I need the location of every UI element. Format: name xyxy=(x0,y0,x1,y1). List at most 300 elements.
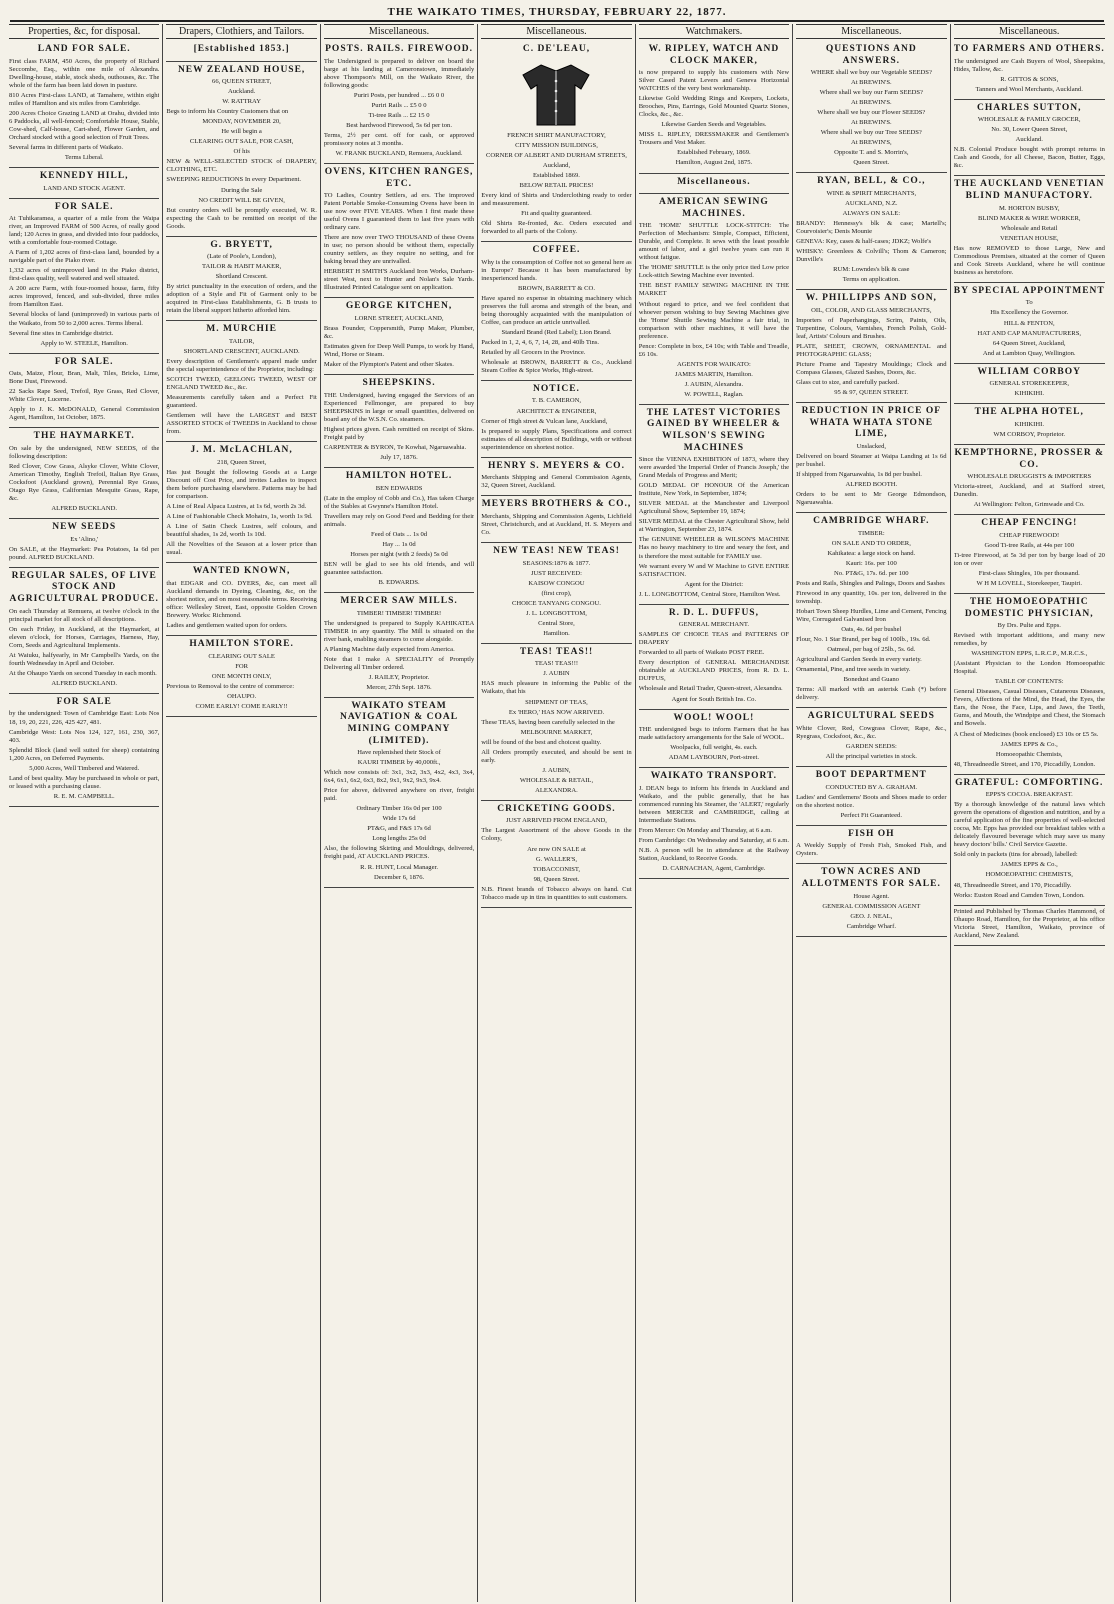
ad-line: GENERAL MERCHANT. xyxy=(678,621,750,629)
ad-line: GENERAL COMMISSION AGENT xyxy=(822,902,921,910)
ad-line: Maker of the Plympton's Patent and other Skates. xyxy=(323,361,454,369)
ad-title: COFFEE. xyxy=(532,244,581,255)
ad-line: The Undersigned is prepared to deliver on board the barge at his landing at Cameronstown, immediately above Thompson's Mill, on the Waikato River, the following goods: xyxy=(323,57,475,89)
ad-line: 1,332 acres of unimproved land in the Piako district, first-class quality, well watered and well situated. xyxy=(9,267,160,283)
ad-line: He will begin a xyxy=(221,128,262,136)
ad-line: ADAM LAYBOURN, Port-street. xyxy=(668,754,760,762)
ad-title: FOR SALE xyxy=(56,696,112,707)
ad-line: Oats, Maize, Flour, Bran, Malt, Tiles, Bricks, Lime, Bone Dust, Firewood. xyxy=(9,370,160,386)
advertisement xyxy=(481,458,631,497)
ad-line: Homoeopathic Chemists, xyxy=(995,750,1063,758)
ad-line: WINE & SPIRIT MERCHANTS, xyxy=(826,190,917,198)
ad-line: SCOTCH TWEED, GEELONG TWEED, WEST OF ENGLAND TWEED &c., &c. xyxy=(166,376,317,392)
ad-line: ALFRED BUCKLAND. xyxy=(51,679,117,687)
ad-line: On SALE, at the Haymarket: Pea Potatoes, Ia 6d per pound. ALFRED BUCKLAND. xyxy=(9,545,160,561)
advertisement xyxy=(639,605,789,710)
ad-line: On sale by the undersigned, NEW SEEDS, of the following description: xyxy=(9,444,160,460)
ad-line: Unslacked, xyxy=(856,442,887,450)
ad-line: These TEAS, having been carefully selected in the xyxy=(481,718,615,726)
ad-line: Flour, No. 1 Star Brand, per bag of 100lb., 19s. 6d. xyxy=(796,636,931,644)
ad-line: R. E. M. CAMPBELL. xyxy=(53,792,115,800)
ad-line: The undersigned are Cash Buyers of Wool, Sheepskins, Hides, Tallow, &c. xyxy=(953,57,1105,73)
ad-line: M. HORTON BUSBY, xyxy=(998,204,1060,212)
ad-line: Terms Liberal. xyxy=(64,153,104,161)
ad-line: Feed of Oats ... 1s 0d xyxy=(371,530,428,538)
ad-title: WAIKATO STEAM NAVIGATION & COAL MINING COMPANY (LIMITED). xyxy=(340,700,459,746)
ad-line: N.B. Colonial Produce bought with prompt returns in Cash and Goods, for all Cheese, Bacon, Butter, Eggs, &c. xyxy=(953,146,1105,170)
ad-line: Corner of High street & Vulcan lane, Auckland, xyxy=(481,417,608,425)
advertisement xyxy=(639,405,789,605)
ad-line: There are now over TWO THOUSAND of these Ovens in use; no person should be without them, especially country settlers, as they require no setting, and for baking bread they are unrivalled. xyxy=(323,234,475,266)
ad-line: WHERE shall we buy our Vegetable SEEDS? xyxy=(810,69,932,77)
ad-line: At Tuhikaramea, a quarter of a mile from the Waipa river, an Improved FARM of 500 Acres, of really good land; 120 Acres in grass, and divided into four paddocks, with a comfortable four-roomed Cottage. xyxy=(9,215,160,247)
ad-line: By strict punctuality in the execution of orders, and the adoption of a Style and Fit of Garment only to be acquired in First-class Establishments, G. B trusts to retain the liberal support hitherto afforded him. xyxy=(166,283,317,315)
ad-line: JAMES EPPS & Co., xyxy=(1000,740,1058,748)
ad-line: Hobart Town Sheep Hurdles, Lime and Cement, Fencing Wire, Corrugated Galvanised Iron xyxy=(796,608,947,624)
ad-line: 48, Threadneedle Street, and 170, Piccadilly, London. xyxy=(953,760,1096,768)
ad-line: Glass cut to size, and carefully packed. xyxy=(796,379,900,387)
ad-line: Hamilton, August 2nd, 1875. xyxy=(675,159,753,167)
ad-line: Where shall we buy our Flower SEEDS? xyxy=(817,109,926,117)
ad-title: MEYERS BROTHERS & CO., xyxy=(481,499,632,510)
ad-line: by the undersigned: Town of Cambridge East: Lots Nos 18, 19, 20, 221, 226, 425 427, 481. xyxy=(9,710,160,726)
ad-line: First class FARM, 450 Acres, the property of Richard Seccombe, Esq., within one mile of Alexandra. Dwelling-house, stable, stock sheds, outhouses, &c. The whole of the farm has been laid down in pasture. xyxy=(9,57,160,89)
ad-line: Also, the following Skirting and Mouldings, delivered, freight paid, AT AUCKLAND PRICES. xyxy=(323,845,475,861)
ad-line: (first crop), xyxy=(541,589,572,597)
ad-line: At Wellington: Felton, Grimwade and Co. xyxy=(973,501,1085,509)
ad-line: SAMPLES OF CHOICE TEAS and PATTERNS OF DRAPERY xyxy=(638,631,790,647)
ad-line: Horses per night (with 2 feeds) 5s 0d xyxy=(350,550,448,558)
ad-title: NEW ZEALAND HOUSE, xyxy=(177,64,306,75)
ad-line: Picture Frame and Tapestry Mouldings; Clock and Compass Glasses, Glazed Sashes, Doors, &c. xyxy=(796,361,947,377)
ad-line: Have replenished their Stock of xyxy=(357,749,441,757)
ad-line: J. L. LONGBOTTOM, xyxy=(526,609,587,617)
ad-line: The undersigned is prepared to Supply KAHIKATEA TIMBER in any quantity. The Mill is situated on the river bank, enabling steamers to come alongside. xyxy=(323,619,475,643)
ad-line: Auckland. xyxy=(1015,136,1043,144)
ad-line: No. 30, Lower Queen Street, xyxy=(991,126,1068,134)
ad-line: No. PT&G, 17s. 6d. per 100 xyxy=(834,569,909,577)
ad-line: PLATE, SHEET, CROWN, ORNAMENTAL and PHOTOGRAPHIC GLASS; xyxy=(796,343,947,359)
ad-line: Brass Founder, Coppersmith, Pump Maker, Plumber, &c. xyxy=(323,325,475,341)
ad-title: WAIKATO TRANSPORT. xyxy=(650,771,778,782)
ad-title: HAMILTON STORE. xyxy=(189,639,294,650)
ad-line: GARDEN SEEDS: xyxy=(845,742,897,750)
ad-line: (Late of Poole's, London), xyxy=(207,253,277,261)
ad-title: THE ALPHA HOTEL, xyxy=(974,407,1084,418)
ad-line: Terms, 2½ per cent. off for cash, or approved promissory notes at 3 months. xyxy=(323,131,475,147)
ad-line: HAS much pleasure in informing the Public of the Waikato, that his xyxy=(481,680,632,696)
ad-line: Agent for South British Ins. Co. xyxy=(671,695,757,703)
ad-line: W. POWELL, Raglan. xyxy=(684,390,744,398)
ad-title: REDUCTION IN PRICE OF WHATA WHATA STONE LIME, xyxy=(801,406,942,440)
ad-line: GOLD MEDAL OF HONOUR Of the American Institute, New York, in September, 1874; xyxy=(638,482,790,498)
advertisement xyxy=(166,237,316,322)
shirt-illustration xyxy=(481,59,631,129)
ad-line: Begs to inform his Country Customers that on xyxy=(166,108,289,116)
ad-line: 95 & 97, QUEEN STREET. xyxy=(834,389,909,397)
ad-line: And at Lambton Quay, Wellington. xyxy=(982,349,1076,357)
ad-line: J. L. LONGBOTTOM, Central Store, Hamilton West. xyxy=(638,590,781,598)
advertisement xyxy=(796,41,946,173)
ad-line: MONDAY, NOVEMBER 20, xyxy=(202,118,281,126)
ad-line: GENERAL STOREKEEPER, xyxy=(989,380,1069,388)
advertisement xyxy=(954,445,1105,515)
ad-line: WASHINGTON EPPS, L.R.C.P., M.R.C.S., xyxy=(971,650,1088,658)
advertisement xyxy=(481,242,631,381)
ad-line: AUCKLAND, N.Z. xyxy=(845,200,898,208)
ad-line: ALEXANDRA. xyxy=(535,786,578,794)
ad-line: TABLE OF CONTENTS: xyxy=(994,678,1064,686)
ad-line: A Weekly Supply of Fresh Fish, Smoked Fish, and Oysters. xyxy=(796,842,947,858)
advertisement xyxy=(954,41,1105,100)
ad-line: Hamilton. xyxy=(543,629,570,637)
advertisement xyxy=(166,41,316,62)
ad-line: Sold only in packets (tins for abroad), labelled: xyxy=(953,851,1078,859)
ad-line: Is prepared to supply Plans, Specifications and correct estimates of all description of Buildings, with or without superintendence on shortest notice. xyxy=(481,427,632,451)
ad-line: Since the VIENNA EXHIBITION of 1873, where they were awarded 'the Imperial Order of Francis Joseph,' the Grand Medals of Progress and Merit; xyxy=(638,456,790,480)
ad-line: T. B. CAMERON, xyxy=(531,397,582,405)
ad-line: Terms: All marked with an asterisk Cash (*) before delivery. xyxy=(796,686,947,702)
ad-line: OIL, COLOR, AND GLASS MERCHANTS, xyxy=(811,306,932,314)
ad-line: All Orders promptly executed, and should be sent in early. xyxy=(481,748,632,764)
ad-line: N.B. Finest brands of Tobacco always on hand. Cut Tobacco made up in tins in quantities to suit customers. xyxy=(481,885,632,901)
ad-title: J. M. McLACHLAN, xyxy=(190,445,293,456)
ad-line: 5,000 Acres, Well Timbered and Watered. xyxy=(29,764,140,772)
ad-line: D. CARNACHAN, Agent, Cambridge. xyxy=(662,865,766,873)
ad-line: NEW & WELL-SELECTED STOCK of DRAPERY, CLOTHING, ETC. xyxy=(166,158,317,174)
ad-line: Auckland. xyxy=(227,88,256,96)
advertisement xyxy=(9,519,159,568)
column-heading: Miscellaneous. xyxy=(481,24,631,39)
ad-line: Mercer, 27th Sept. 1876. xyxy=(366,683,432,691)
ad-line: Ladies and gentlemen waited upon for orders. xyxy=(166,622,288,630)
ad-line: FOR xyxy=(235,662,249,670)
ad-line: Posts and Rails, Shingles and Palings, Doors and Sashes xyxy=(796,579,945,587)
ad-title: WOOL! WOOL! xyxy=(673,712,755,723)
ad-title: CHEAP FENCING! xyxy=(981,518,1078,529)
ad-line: Puriri Rails ... £5 0 0 xyxy=(371,101,427,109)
ad-line: Apply to J. K. McDONALD, General Commission Agent, Hamilton, 1st October, 1875. xyxy=(9,406,160,422)
ad-line: Shortland Crescent. xyxy=(215,273,268,281)
ad-line: WHOLESALE & RETAIL, xyxy=(519,776,594,784)
advertisement xyxy=(324,298,474,375)
ad-line: Where shall we buy our Farm SEEDS? xyxy=(819,89,923,97)
advertisement xyxy=(954,906,1105,946)
ad-title: HENRY S. MEYERS & CO. xyxy=(487,460,625,471)
advertisement xyxy=(796,767,946,826)
ad-line: A Chest of Medicines (book enclosed) £3 10s or £5 5s. xyxy=(953,730,1099,738)
advertisement xyxy=(166,442,316,563)
ad-title: TOWN ACRES AND ALLOTMENTS FOR SALE. xyxy=(801,867,941,889)
ad-line: ALWAYS ON SALE: xyxy=(842,210,901,218)
ad-line: Note that I make A SPECIALITY of Promptly Delivering all Timber ordered. xyxy=(323,655,475,671)
ad-line: WHOLESALE DRUGGISTS & IMPORTERS xyxy=(967,473,1092,481)
ad-line: WHISKY: Greenlees & Colvill's; Thom & Cameron; Dunville's xyxy=(796,248,947,264)
ad-line: But country orders will be promptly executed, W. R. expecting the Cash to be remitted on receipt of the Goods. xyxy=(166,206,317,230)
advertisement xyxy=(796,826,946,865)
ad-line: Fit and quality guaranteed. xyxy=(521,209,592,217)
ad-line: (Late in the employ of Cobb and Co.), Has taken Charge of the Stables at Gwynne's Hamilton Hotel. xyxy=(323,494,475,510)
ad-line: Every description of GENERAL MERCHANDISE obtainable at AUCKLAND PRICES, from R. D. L. DUFFUS, xyxy=(638,659,790,683)
ad-line: A Line of Fashionable Check Mohairs, 1s, worth 1s 9d. xyxy=(166,513,313,521)
ad-title: TEAS! TEAS!! xyxy=(519,646,594,657)
ad-line: Printed and Published by Thomas Charles Hammond, of Ohaupo Road, Hamilton, for the Proprietor, at his office Victoria Street, Hamilton, Waikato, province of Auckland, New Zealand. xyxy=(953,907,1105,939)
ad-line: ALFRED BOOTH. xyxy=(845,481,898,489)
ad-line: Queen Street. xyxy=(853,159,890,167)
ad-line: CITY MISSION BUILDINGS, xyxy=(515,141,598,149)
ad-title: W. RIPLEY, WATCH AND CLOCK MAKER, xyxy=(648,44,780,66)
ad-title: THE AUCKLAND VENETIAN BLIND MANUFACTORY. xyxy=(954,179,1105,202)
ad-line: Long lengths 25s 0d xyxy=(372,835,426,843)
ad-title: WANTED KNOWN, xyxy=(192,566,291,577)
ad-title: THE HOMOEOPATHIC DOMESTIC PHYSICIAN, xyxy=(964,596,1094,619)
ad-line: Agent for the District: xyxy=(684,580,744,588)
advertisement xyxy=(9,354,159,429)
ad-line: Works: Euston Road and Camden Town, London. xyxy=(953,891,1085,899)
ad-title: AGRICULTURAL SEEDS xyxy=(807,711,935,722)
advertisement xyxy=(166,636,316,717)
column xyxy=(478,24,635,1602)
ad-line: JUST ARRIVED FROM ENGLAND, xyxy=(505,817,607,825)
advertisement xyxy=(166,321,316,442)
advertisement xyxy=(9,694,159,807)
ad-title: M. MURCHIE xyxy=(206,324,277,335)
ad-line: From Cambridge: On Wednesday and Saturday, at 6 a.m. xyxy=(638,837,790,844)
advertisement xyxy=(9,428,159,519)
ad-line: Red Clover, Cow Grass, Alsyke Clover, White Clover, American Timothy, English Trefoil, Italian Rye Grass, Cocksfoot (Auckland grown), Perennial Rye Grass, Otago Rye Grass, Californian Mesquite Grass, Rape, &c. xyxy=(9,463,160,503)
ad-line: W. RATTRAY xyxy=(222,98,261,106)
ad-line: Ti-tree Rails ... £2 15 0 xyxy=(368,111,430,119)
ad-line: J. AUBIN xyxy=(543,670,570,678)
ad-title: CHARLES SUTTON, xyxy=(976,102,1082,113)
advertisement xyxy=(481,644,631,801)
ad-line: All the Novelties of the Season at a lower price than usual. xyxy=(166,541,317,557)
ad-line: Likewise Gold Wedding Rings and Keepers, Lockets, Brooches, Pins, Earrings, Gold Mounted Quartz Stones, Clocks, &c., &c. xyxy=(638,95,790,119)
ad-title: OVENS, KITCHEN RANGES, ETC. xyxy=(324,166,474,189)
ad-line: BROWN, BARRETT & CO. xyxy=(517,284,595,292)
ad-line: At BREWIN'S. xyxy=(850,79,892,87)
ad-line: 98, Queen Street. xyxy=(533,875,580,883)
advertisement xyxy=(954,283,1105,364)
ad-line: HOMOEOPATHIC CHEMISTS, xyxy=(985,871,1073,879)
ad-line: SILVER MEDAL at the Chester Agricultural Show, held at Warrington, September 23, 1874. xyxy=(638,518,790,534)
advertisement xyxy=(9,568,159,694)
ad-line: Auckland, xyxy=(542,161,571,169)
ad-title: GRATEFUL: COMFORTING. xyxy=(955,777,1104,788)
ad-line: First-class Shingles, 10s per thousand. xyxy=(978,569,1080,577)
ad-line: If shipped from Ngaruawahia, 1s 8d per bushel. xyxy=(796,471,922,479)
ad-line: Cambridge Wharf. xyxy=(846,922,896,930)
ad-title: NEW SEEDS xyxy=(52,522,117,533)
ad-line: 810 Acres First-class LAND, at Tamahere, within eight miles of Hamilton and six miles from Cambridge. xyxy=(9,91,160,107)
ad-line: By Drs. Pulte and Epps. xyxy=(997,622,1061,630)
ad-line: A 200 acre Farm, with four-roomed house, farm, fifty acres improved, fenced, and sub-divided, three miles from Hamilton East. xyxy=(9,285,160,309)
ad-line: CONDUCTED BY A. GRAHAM. xyxy=(825,783,918,791)
ad-line: OHAUPO. xyxy=(227,692,257,700)
ad-line: BRANDY: Hennessy's blk & case; Martell's; Courvoisier's; Denis Mounie xyxy=(796,220,947,236)
advertisement xyxy=(954,364,1105,405)
ad-line: Highest prices given. Cash remitted on receipt of Skins. Freight paid by xyxy=(323,425,475,441)
ad-line: Has now REMOVED to those Large, New and Commodious Premises, situated at the corner of Queen and Cook Streets Auckland, where he will continue business as heretofore. xyxy=(953,244,1105,276)
ad-line: Oats, 4s. 6d per bushel xyxy=(841,626,902,634)
ad-line: KAURI TIMBER by 40,000ft., xyxy=(357,759,441,767)
ad-line: RUM: Lowndes's blk & case xyxy=(833,266,910,274)
advertisement xyxy=(481,381,631,458)
ad-line: Why is the consumption of Coffee not so general here as in Europe? Because it has been manufactured by inexperienced hands. xyxy=(481,258,632,282)
ad-line: Several fine sites in Cambridge district. xyxy=(9,329,114,337)
ad-line: 66, QUEEN STREET, xyxy=(212,78,272,86)
advertisement xyxy=(9,41,159,168)
advertisement xyxy=(166,563,316,636)
ad-line: A Planing Machine daily expected from America. xyxy=(323,645,455,653)
ad-line: THE BEST FAMILY SEWING MACHINE IN THE MARKET xyxy=(638,282,790,298)
ad-line: SILVER MEDAL at the Manchester and Liverpool Agricultural Show, September 19, 1874; xyxy=(638,500,790,516)
ad-line: Best hardwood Firewood, 5s 6d per ton. xyxy=(346,121,452,129)
ad-line: On each Thursday at Remuera, at twelve o'clock in the principal market for all stock of all descriptions. xyxy=(9,607,160,623)
ad-line: HAT AND CAP MANUFACTURERS, xyxy=(977,329,1082,337)
advertisement xyxy=(639,174,789,195)
advertisement xyxy=(324,698,474,888)
ad-line: FRENCH SHIRT MANUFACTORY, xyxy=(507,131,606,139)
ad-title: POSTS. RAILS. FIREWOOD. xyxy=(325,44,473,54)
ad-line: The Largest Assortment of the above Goods in the Colony, xyxy=(481,827,632,843)
advertisement xyxy=(796,708,946,767)
ad-line: Has just Bought the following Goods at a Large Discount off Cost Price, and invites Ladies to inspect them before purchasing elsewhere. Patterns may be had for comparison. xyxy=(166,468,317,501)
ad-line: Ladies' and Gentlemens' Boots and Shoes made to order on the shortest notice. xyxy=(796,793,947,809)
ad-line: G. WALLER'S, xyxy=(535,855,578,863)
masthead: THE WAIKATO TIMES, THURSDAY, FEBRUARY 22, 1877. xyxy=(10,6,1104,22)
ad-line: Central Store, xyxy=(538,619,575,627)
ad-line: BELOW RETAIL PRICES! xyxy=(519,181,594,189)
ad-line: EPPS'S COCOA. BREAKFAST. xyxy=(985,791,1073,799)
ad-line: Established 1869. xyxy=(533,171,580,179)
ad-title: AMERICAN SEWING MACHINES. xyxy=(659,197,769,219)
ad-line: J. RAILEY, Proprietor. xyxy=(368,673,430,681)
ad-title: KEMPTHORNE, PROSSER & CO. xyxy=(954,447,1104,470)
ad-line: JAMES EPPS & Co., xyxy=(1000,861,1058,869)
ad-line: CHOICE TANYANG CONGOU. xyxy=(512,599,601,607)
ad-line: Puriri Posts, per hundred ... £6 0 0 xyxy=(353,91,445,99)
ad-line: BEN will be glad to see his old friends, and will guarantee satisfaction. xyxy=(323,560,475,576)
ad-title: THE LATEST VICTORIES GAINED BY WHEELER & WILSON'S SEWING MACHINES xyxy=(646,407,782,453)
ad-line: N.B. A person will be in attendance at the Railway Station, Auckland, to Receive Goods. xyxy=(638,847,790,863)
ad-line: Bonedust and Guano xyxy=(843,676,899,684)
ad-title: TO FARMERS AND OTHERS. xyxy=(953,44,1105,54)
advertisement xyxy=(9,168,159,199)
ad-line: THE undersigned begs to inform Farmers that he has made satisfactory arrangements for the Sale of WOOL. xyxy=(638,726,790,742)
ad-title: KENNEDY HILL, xyxy=(39,170,129,181)
advertisement xyxy=(9,199,159,354)
ad-line: TAILOR & HABIT MAKER, xyxy=(202,263,282,271)
ad-line: HERBERT H SMITH'S Auckland Iron Works, Durham-street West, next to Hunter and Nolan's Sale Yards. Illustrated Printed Catalogue sent on application. xyxy=(323,268,475,292)
ad-line: PT&G, and F&S 17s 6d xyxy=(367,825,431,833)
ad-line: MELBOURNE MARKET, xyxy=(520,728,593,736)
ad-line: December 6, 1876. xyxy=(373,873,425,881)
ad-title: GEORGE KITCHEN, xyxy=(345,301,453,312)
advertisement xyxy=(324,41,474,164)
advertisement xyxy=(324,468,474,593)
ad-line: TIMBER! TIMBER! TIMBER! xyxy=(356,609,442,617)
ad-line: B. EDWARDS. xyxy=(378,578,420,586)
ad-line: TIMBER: xyxy=(857,529,885,537)
ad-line: Of his xyxy=(233,148,250,156)
ad-line: July 17, 1876. xyxy=(380,454,418,462)
ad-line: (Assistant Physician to the London Homoeopathic Hospital. xyxy=(953,660,1105,676)
advertisement xyxy=(954,404,1105,445)
advertisement xyxy=(954,594,1105,775)
ad-line: CARPENTER & BYRON, Te Kowhai, Ngaruawahia. xyxy=(323,443,467,451)
ad-line: THE Undersigned, having engaged the Services of an Experienced Fellmonger, are prepared to buy SHEEPSKINS in large or small quantities, delivered on board any of the W.S.N. Co. steamers. xyxy=(323,391,475,423)
advertisement xyxy=(481,543,631,644)
ad-line: At BREWIN'S, xyxy=(850,139,892,147)
ad-line: Wide 17s 6d xyxy=(382,815,416,823)
ad-line: The GENUINE WHEELER & WILSON'S MACHINE Has no heavy machinery to tire and weary the feet, and is therefore the most suitable for FAMILY use. xyxy=(638,536,790,560)
advertisement xyxy=(481,41,631,242)
ad-line: J. AUBIN, Alexandra. xyxy=(684,380,744,388)
ad-line: Several farms in different parts of Waikato. xyxy=(9,143,124,151)
ad-line: 200 Acres Choice Grazing LAND at Orahu, divided into 6 Paddocks, all well-fenced; Comfortable House, Stable, Cow-shed, Calf-house, Cart-shed, Flower Garden, and Orchard stocked with a good selection of Fruit Trees. xyxy=(9,109,160,141)
ad-title: CRICKETING GOODS. xyxy=(497,803,616,814)
ad-line: R. GITTOS & SONS, xyxy=(1000,75,1059,83)
ad-title: SHEEPSKINS. xyxy=(362,378,436,389)
ad-line: Hay ... 1s 0d xyxy=(382,540,416,548)
advertisement xyxy=(639,710,789,769)
ad-line: At BREWIN'S. xyxy=(850,119,892,127)
ad-line: is now prepared to supply his customers with New Silver Cased Patent Levers and Geneva Horizontal WATCHES of the very best workmanship. xyxy=(638,69,790,93)
ad-title: BY SPECIAL APPOINTMENT xyxy=(953,285,1105,296)
ad-line: CHEAP FIREWOOD! xyxy=(999,531,1060,539)
ad-line: Kauri: 16s. per 100 xyxy=(845,559,897,567)
ad-title: NEW TEAS! NEW TEAS! xyxy=(493,545,620,556)
ad-line: CLEARING OUT SALE xyxy=(208,652,275,660)
ad-line: Agricultural and Garden Seeds in every variety. xyxy=(796,656,922,664)
ad-line: Travellers may rely on Good Feed and Bedding for their animals. xyxy=(323,512,475,528)
ad-line: Every description of Gentlemen's apparel made under the special superintendence of the Proprietor, including: xyxy=(166,358,317,374)
ad-line: 48, Threadneedle Street, and 170, Piccadilly. xyxy=(953,881,1072,889)
ad-line: Price for above, delivered anywhere on river, freight paid. xyxy=(323,787,475,803)
ad-line: W. FRANK BUCKLAND, Remuera, Auckland. xyxy=(335,149,463,157)
ad-line: Kahikatea: a large stock on hand. xyxy=(827,549,916,557)
ad-line: On each Friday, in Auckland, at the Haymarket, at eleven o'clock, for Horses, Carriages, Harness, Hay, Corn, Seeds and Agricultural Implements. xyxy=(9,625,160,649)
ad-line: At Waiuku, halfyearly, in Mr Campbell's Yards, on the fourth Wednesday in April and October. xyxy=(9,651,160,667)
column-heading: Miscellaneous. xyxy=(954,24,1105,39)
ad-line: Old Shirts Re-fronted, &c. Orders executed and forwarded to all parts of the Colony. xyxy=(481,219,632,235)
ad-line: Ti-tree Firewood, at 5s 3d per ton by barge load of 20 ton or over xyxy=(953,551,1105,567)
ad-line: 'By a thorough knowledge of the natural laws which govern the operations of digestion and nutrition, and by a careful application of the fine properties of well-selected cocoa, Mr. Epps has provided our breakfast tables with a delicately flavoured beverage which may save us many heavy doctors' bills.' Civil Service Gazette. xyxy=(953,801,1105,849)
ad-line: ALFRED BUCKLAND. xyxy=(51,505,117,513)
ad-line: W H M LOVELL, Storekeeper, Taupiri. xyxy=(976,579,1083,587)
advertisement xyxy=(166,62,316,237)
ad-title: WILLIAM CORBOY xyxy=(977,366,1081,377)
ad-line: Tanners and Wool Merchants, Auckland. xyxy=(975,85,1083,93)
ad-title: NOTICE. xyxy=(533,383,580,394)
ad-line: Opposite T. and S. Morrin's, xyxy=(834,149,909,157)
ad-line: JUST RECEIVED: xyxy=(530,569,582,577)
advertisement xyxy=(639,194,789,405)
ad-line: We warrant every W and W Machine to GIVE ENTIRE SATISFACTION. xyxy=(638,562,790,578)
ad-line: Orders to be sent to Mr George Edmondson, Ngaruawahia. xyxy=(796,491,947,507)
ad-line: WM CORBOY, Proprietor. xyxy=(993,430,1066,438)
ad-line: A Line of Real Alpaca Lustres, at 1s 6d, worth 2s 3d. xyxy=(166,503,307,511)
ad-line: Gentlemen will have the LARGEST and BEST ASSORTED STOCK of TWEEDS in Auckland to chose from. xyxy=(166,412,317,436)
ad-line: THE 'HOME' SHUTTLE LOCK-STITCH: The Perfection of Mechanism: Simple, Compact, Efficient, Durable, and Complete. It sews with the least possible amount of labor, and a girl twelve years can run it without fatigue. xyxy=(638,222,790,262)
ad-line: J. AUBIN, xyxy=(542,766,571,774)
ad-line: A Line of Satin Check Lustres, self colours, and beautiful shades, 1s 2d, worth 1s 10d. xyxy=(166,523,317,539)
ad-line: Standard Brand (Red Label); Lion Brand. xyxy=(501,328,612,336)
ad-line: JAMES MARTIN, Hamilton. xyxy=(674,370,753,378)
ad-line: Wholesale and Retail Trader, Queen-street, Alexandra. xyxy=(638,685,783,693)
advertisement xyxy=(324,375,474,468)
